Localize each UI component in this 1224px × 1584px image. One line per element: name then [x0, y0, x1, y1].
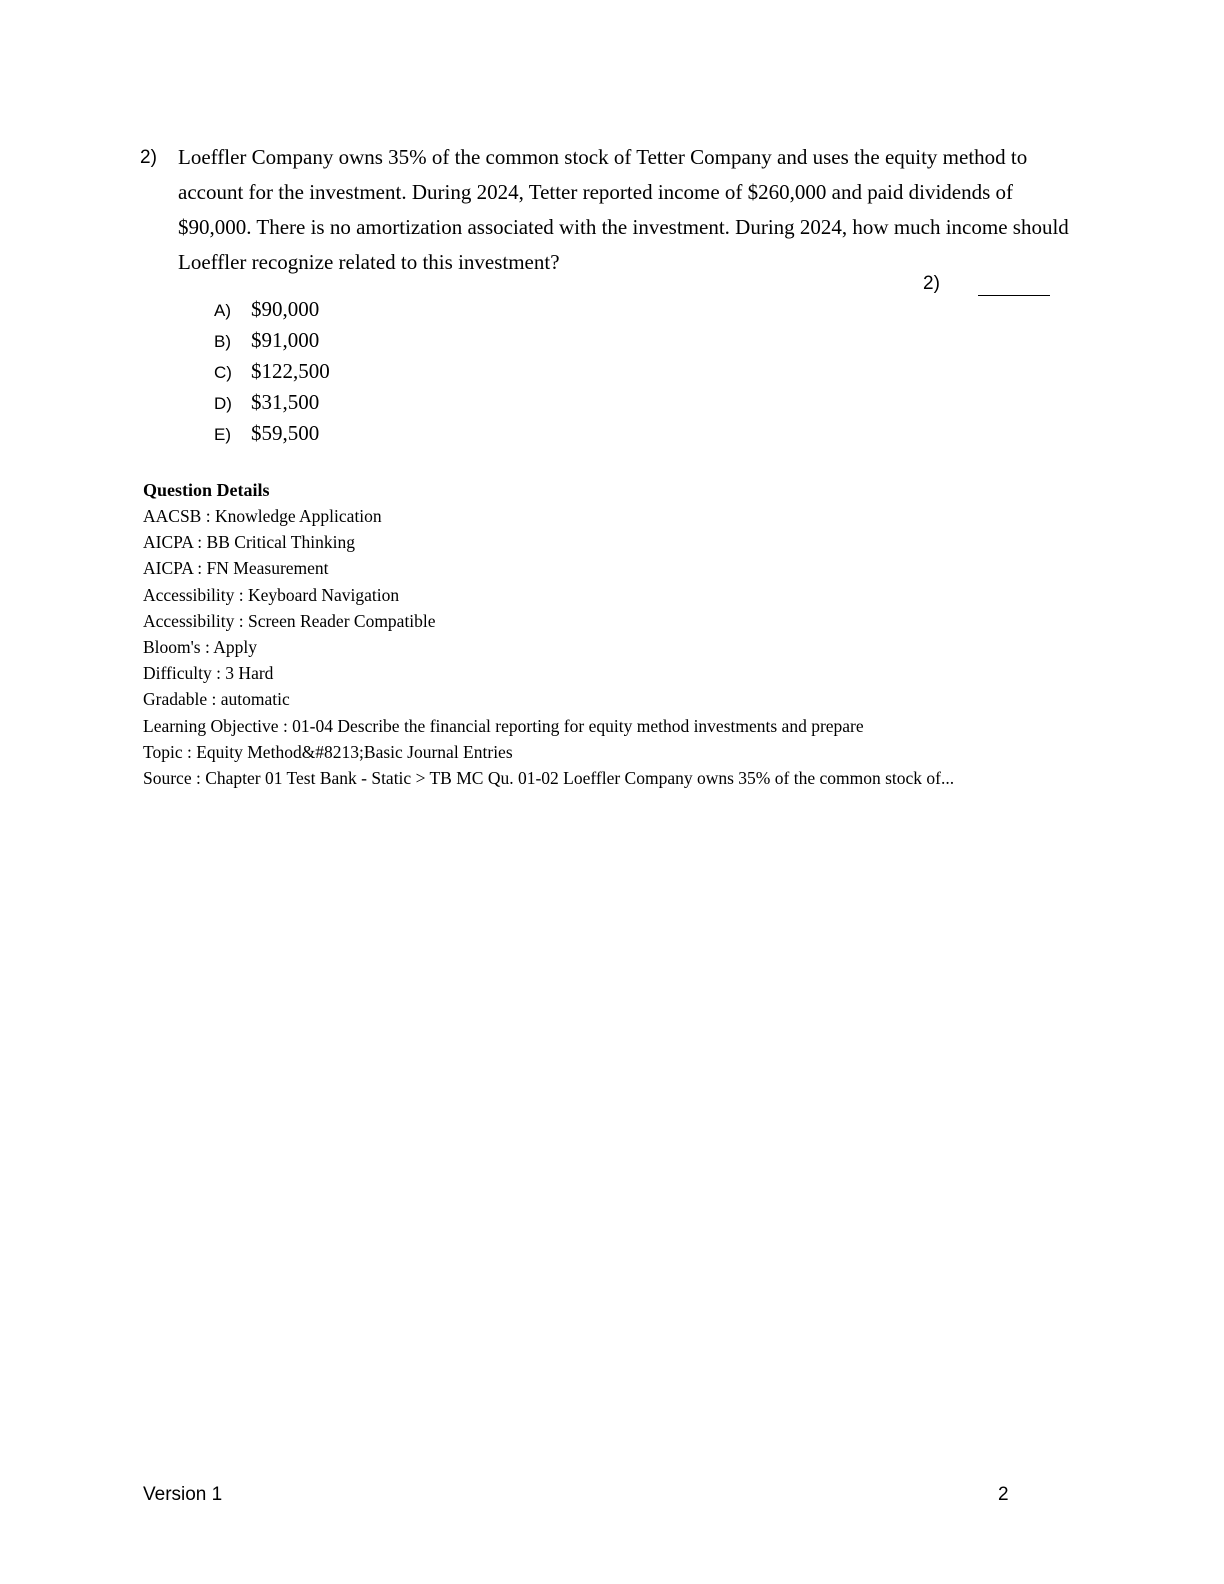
question-text: Loeffler Company owns 35% of the common stock of Tetter Company and uses the equity method to account for the investment. During 2024, Tetter reported income of $260,000 and paid dividends of $90,000. There is no amortization associated with the investment. During 2024, how much income should Loeffler recognize related to this investment? [178, 145, 1069, 274]
detail-blooms: Bloom's : Apply [143, 637, 258, 658]
detail-learning-objective: Learning Objective : 01-04 Describe the financial reporting for equity method investments and prepare [143, 715, 864, 736]
detail-gradable: Gradable : automatic [143, 689, 290, 710]
detail-accessibility-keyboard: Accessibility : Keyboard Navigation [143, 584, 400, 605]
choice-text: $90,000 [251, 297, 320, 321]
choice-text: $91,000 [251, 328, 320, 352]
choice-letter: B) [214, 332, 231, 351]
choice-row-d [214, 390, 330, 421]
choice-letter: A) [214, 301, 231, 320]
detail-aacsb: AACSB : Knowledge Application [143, 506, 382, 526]
choices-list [214, 297, 330, 452]
choice-letter: E) [214, 425, 231, 444]
question-details-heading: Question Details [143, 480, 270, 500]
choice-row-e [214, 421, 330, 452]
answer-blank-number: 2) [923, 273, 940, 294]
question-number: 2) [140, 147, 157, 168]
question-details-section [143, 477, 1088, 791]
choice-text: $122,500 [251, 359, 330, 383]
detail-source: Source : Chapter 01 Test Bank - Static > TB MC Qu. 01-02 Loeffler Company owns 35% of the common stock of... [143, 768, 955, 789]
footer-version-label: Version 1 [143, 1484, 223, 1505]
choice-text: $31,500 [251, 390, 320, 414]
detail-difficulty: Difficulty : 3 Hard [143, 663, 274, 684]
answer-blank-line [978, 274, 1050, 296]
detail-aicpa-bb: AICPA : BB Critical Thinking [143, 532, 355, 553]
choice-text: $59,500 [251, 421, 320, 445]
detail-accessibility-screen-reader: Accessibility : Screen Reader Compatible [143, 610, 436, 631]
detail-topic: Topic : Equity Method&#8213;Basic Journal Entries [143, 741, 513, 762]
choice-row-a [214, 297, 330, 328]
question-block [140, 140, 1090, 280]
footer-page-number: 2 [998, 1484, 1009, 1505]
choice-row-b [214, 328, 330, 359]
choice-row-c [214, 359, 330, 390]
answer-blank [923, 272, 1050, 296]
detail-aicpa-fn: AICPA : FN Measurement [143, 558, 329, 579]
choice-letter: D) [214, 394, 232, 413]
choice-letter: C) [214, 363, 232, 382]
